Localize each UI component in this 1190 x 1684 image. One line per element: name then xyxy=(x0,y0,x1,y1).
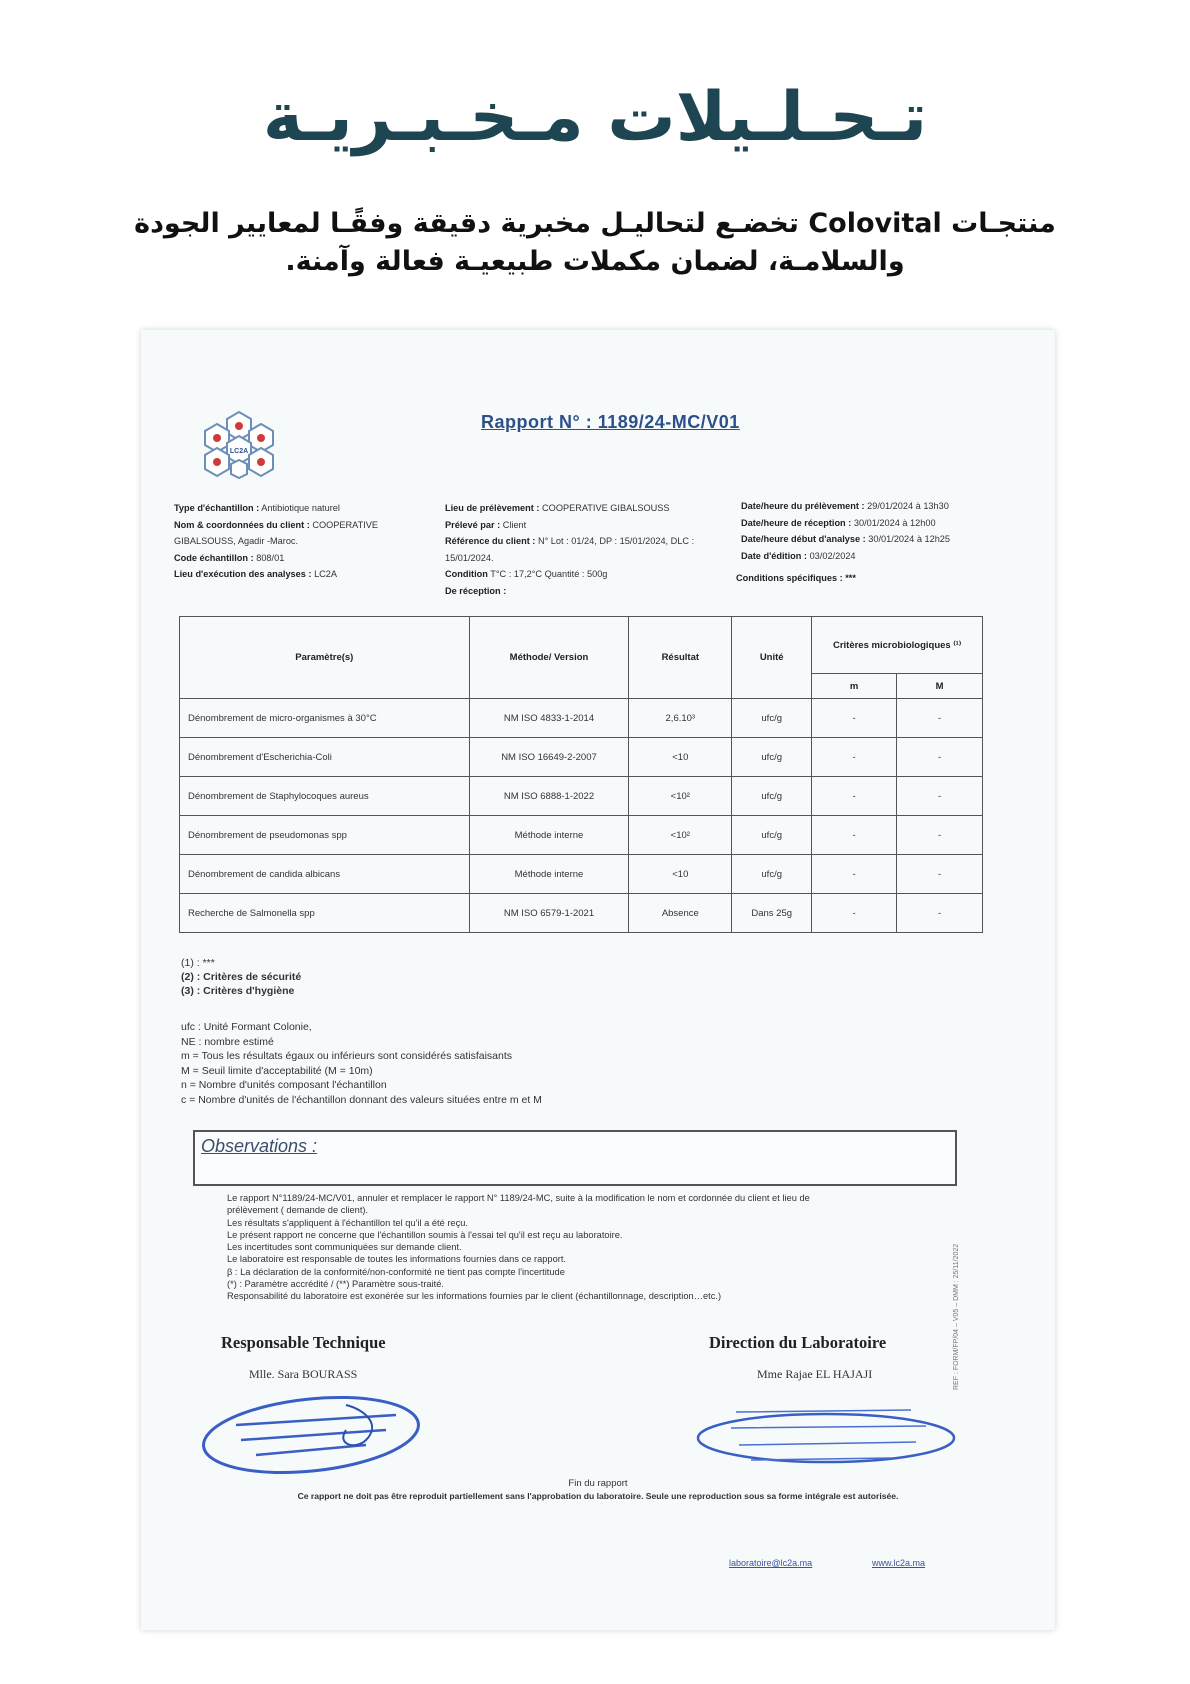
cell-unite: ufc/g xyxy=(732,816,812,855)
header-criteria: Critères microbiologiques ⁽¹⁾ xyxy=(812,617,983,674)
right-stamp-icon xyxy=(691,1390,961,1480)
info-field xyxy=(741,531,1021,548)
legend-item: ufc : Unité Formant Colonie, xyxy=(181,1021,312,1033)
cell-parametre: Dénombrement de Staphylocoques aureus xyxy=(180,777,470,816)
observations-label: Observations : xyxy=(201,1136,318,1156)
info-field-label: Date/heure début d'analyse : xyxy=(741,534,866,544)
info-field-value: LC2A xyxy=(314,569,338,579)
results-table xyxy=(179,616,983,933)
header-m-upper: M xyxy=(897,674,983,699)
remark-line: prélèvement ( demande de client). xyxy=(227,1205,369,1216)
info-field xyxy=(174,566,424,583)
cell-M: - xyxy=(897,894,983,933)
cell-methode: NM ISO 16649-2-2007 xyxy=(469,738,629,777)
cell-parametre: Dénombrement d'Escherichia-Coli xyxy=(180,738,470,777)
cell-unite: ufc/g xyxy=(732,699,812,738)
header-parameter: Paramètre(s) xyxy=(180,617,470,699)
cell-m: - xyxy=(812,855,897,894)
remark-line: β : La déclaration de la conformité/non-conformité ne tient pas compte l'incertitude xyxy=(227,1266,565,1277)
legend-item: n = Nombre d'unités composant l'échantillon xyxy=(181,1079,387,1091)
legend-item: m = Tous les résultats égaux ou inférieurs sont considérés satisfaisants xyxy=(181,1050,513,1062)
cell-parametre: Dénombrement de candida albicans xyxy=(180,855,470,894)
header-method: Méthode/ Version xyxy=(469,617,629,699)
signature-right-name: Mme Rajae EL HAJAJI xyxy=(757,1367,873,1381)
remark-line: (*) : Paramètre accrédité / (**) Paramètre sous-traité. xyxy=(227,1279,444,1290)
footnote: (1) : *** xyxy=(181,957,215,969)
table-row xyxy=(180,738,983,777)
cell-m: - xyxy=(812,894,897,933)
info-field-value: Client xyxy=(502,519,527,530)
table-row xyxy=(180,777,983,816)
cell-m: - xyxy=(812,738,897,777)
cell-unite: Dans 25g xyxy=(732,894,812,933)
footnote: (2) : Critères de sécurité xyxy=(181,971,302,983)
info-field-label: Nom & coordonnées du client : xyxy=(174,519,310,530)
cell-m: - xyxy=(812,816,897,855)
cell-M: - xyxy=(897,738,983,777)
cell-unite: ufc/g xyxy=(732,738,812,777)
specific-conditions: Conditions spécifiques : *** xyxy=(736,573,856,583)
cell-resultat: <10² xyxy=(629,816,732,855)
signature-left-title: Responsable Technique xyxy=(221,1333,386,1352)
cell-resultat: <10² xyxy=(629,777,732,816)
cell-methode: Méthode interne xyxy=(469,816,629,855)
cell-parametre: Dénombrement de pseudomonas spp xyxy=(180,816,470,855)
remark-line: Responsabilité du laboratoire est exonérée sur les informations fournies par le client (échantillonnage, description…etc.) xyxy=(227,1291,722,1302)
footnotes xyxy=(181,956,301,998)
remark-line: Le rapport N°1189/24-MC/V01, annuler et remplacer le rapport N° 1189/24-MC, suite à la modification le nom et cordonnée du client et lieu de xyxy=(227,1193,810,1203)
lab-report-document xyxy=(141,330,1055,1630)
info-field xyxy=(445,533,715,566)
remark-line: Le laboratoire est responsable de toutes les informations fournies dans ce rapport. xyxy=(227,1254,567,1265)
cell-unite: ufc/g xyxy=(732,777,812,816)
legend-item: NE : nombre estimé xyxy=(181,1035,274,1048)
cell-M: - xyxy=(897,855,983,894)
reproduction-disclaimer: Ce rapport ne doit pas être reproduit partiellement sans l'approbation du laboratoire. Seule une reproduction sous sa forme intégrale est autorisée. xyxy=(297,1491,899,1501)
remarks-list xyxy=(227,1192,987,1303)
info-field-label: Référence du client : xyxy=(445,536,536,546)
cell-methode: NM ISO 4833-1-2014 xyxy=(469,699,629,738)
info-field xyxy=(741,498,1021,515)
info-field-value: 03/02/2024 xyxy=(809,550,856,561)
footer-website-link[interactable]: www.lc2a.ma xyxy=(872,1558,926,1568)
info-field xyxy=(741,515,1021,532)
page-title: تـحـلـيلات مـخـبـريـة xyxy=(262,78,928,157)
info-field-label: Date/heure de réception : xyxy=(741,517,852,528)
cell-resultat: <10 xyxy=(629,855,732,894)
table-row xyxy=(180,894,983,933)
info-field-value: 30/01/2024 à 12h00 xyxy=(853,517,936,528)
info-field-label: Lieu de prélèvement : xyxy=(445,503,540,513)
info-field-label: Type d'échantillon : xyxy=(174,503,260,513)
info-field-value: COOPERATIVE GIBALSOUSS, Agadir -Maroc. xyxy=(174,519,379,546)
info-field-label: Lieu d'exécution des analyses : xyxy=(174,569,312,579)
cell-methode: NM ISO 6579-1-2021 xyxy=(469,894,629,933)
info-field xyxy=(174,550,424,567)
table-row xyxy=(180,816,983,855)
info-field xyxy=(445,566,715,583)
left-stamp-icon xyxy=(196,1385,436,1485)
cell-parametre: Dénombrement de micro-organismes à 30°C xyxy=(180,699,470,738)
cell-methode: NM ISO 6888-1-2022 xyxy=(469,777,629,816)
info-field-label: Code échantillon : xyxy=(174,552,254,563)
info-field-label: Date/heure du prélèvement : xyxy=(741,501,865,511)
cell-m: - xyxy=(812,699,897,738)
report-number: Rapport N° : 1189/24-MC/V01 xyxy=(481,412,740,432)
remark-line: Le présent rapport ne concerne que l'échantillon soumis à l'essai tel qu'il est reçu au laboratoire. xyxy=(227,1229,623,1240)
cell-resultat: 2,6.10³ xyxy=(629,699,732,738)
info-column-1 xyxy=(174,500,424,583)
remark-line: Les incertitudes sont communiquées sur demande client. xyxy=(227,1242,462,1253)
cell-M: - xyxy=(897,777,983,816)
info-field-label: Prélevé par : xyxy=(445,519,501,530)
cell-resultat: Absence xyxy=(629,894,732,933)
cell-resultat: <10 xyxy=(629,738,732,777)
info-field-label: Condition xyxy=(445,569,488,579)
footer-email-link[interactable]: laboratoire@lc2a.ma xyxy=(729,1558,813,1568)
info-field xyxy=(174,517,424,550)
table-row xyxy=(180,855,983,894)
intro-text xyxy=(100,205,1090,281)
header-unit: Unité xyxy=(732,617,812,699)
cell-parametre: Recherche de Salmonella spp xyxy=(180,894,470,933)
cell-methode: Méthode interne xyxy=(469,855,629,894)
legend-item: M = Seuil limite d'acceptabilité (M = 10m) xyxy=(181,1064,373,1077)
info-field-label: Date d'édition : xyxy=(741,550,807,561)
document-side-reference: REF : FORM/FP/04 – V05 – DMM : 25/11/2022 xyxy=(953,1243,960,1390)
lab-logo-text: LC2A xyxy=(229,448,249,455)
header-m-lower: m xyxy=(812,674,897,699)
info-field xyxy=(445,500,715,517)
table-row xyxy=(180,699,983,738)
info-column-3 xyxy=(741,498,1021,564)
info-field xyxy=(174,500,424,517)
legend-list xyxy=(181,1020,542,1107)
cell-unite: ufc/g xyxy=(732,855,812,894)
info-field-value: T°C : 17,2°C Quantité : 500g xyxy=(490,569,608,579)
legend-item: c = Nombre d'unités de l'échantillon donnant des valeurs situées entre m et M xyxy=(181,1093,542,1106)
intro-line-2: والسلامـة، لضمان مكملات طبيعيـة فعالة وآمنة. xyxy=(285,246,905,277)
info-field xyxy=(741,548,1021,565)
lab-logo-icon xyxy=(189,408,289,480)
info-field-value: N° Lot : 01/24, DP : 15/01/2024, DLC : 15/01/2024. xyxy=(445,536,695,563)
intro-line-1: منتجـات Colovital تخضـع لتحاليـل مخبرية دقيقة وفقًـا لمعايير الجودة xyxy=(134,208,1056,239)
header-result: Résultat xyxy=(629,617,732,699)
info-field-value: Antibiotique naturel xyxy=(261,503,340,513)
info-field-value: 30/01/2024 à 12h25 xyxy=(868,534,951,544)
signature-left-name: Mlle. Sara BOURASS xyxy=(249,1367,358,1381)
info-field xyxy=(445,583,715,600)
info-field xyxy=(445,517,715,534)
info-field-value: 29/01/2024 à 13h30 xyxy=(867,501,949,511)
cell-M: - xyxy=(897,816,983,855)
info-field-value: 808/01 xyxy=(256,552,285,563)
remark-line: Les résultats s'appliquent à l'échantillon tel qu'il a été reçu. xyxy=(227,1217,468,1228)
info-field-value: COOPERATIVE GIBALSOUSS xyxy=(542,503,670,513)
end-of-report: Fin du rapport xyxy=(568,1478,628,1489)
info-column-2 xyxy=(445,500,715,599)
info-field-label: De réception : xyxy=(445,585,507,596)
footnote: (3) : Critères d'hygiène xyxy=(181,985,295,997)
cell-m: - xyxy=(812,777,897,816)
cell-M: - xyxy=(897,699,983,738)
signature-right-title: Direction du Laboratoire xyxy=(709,1333,887,1352)
